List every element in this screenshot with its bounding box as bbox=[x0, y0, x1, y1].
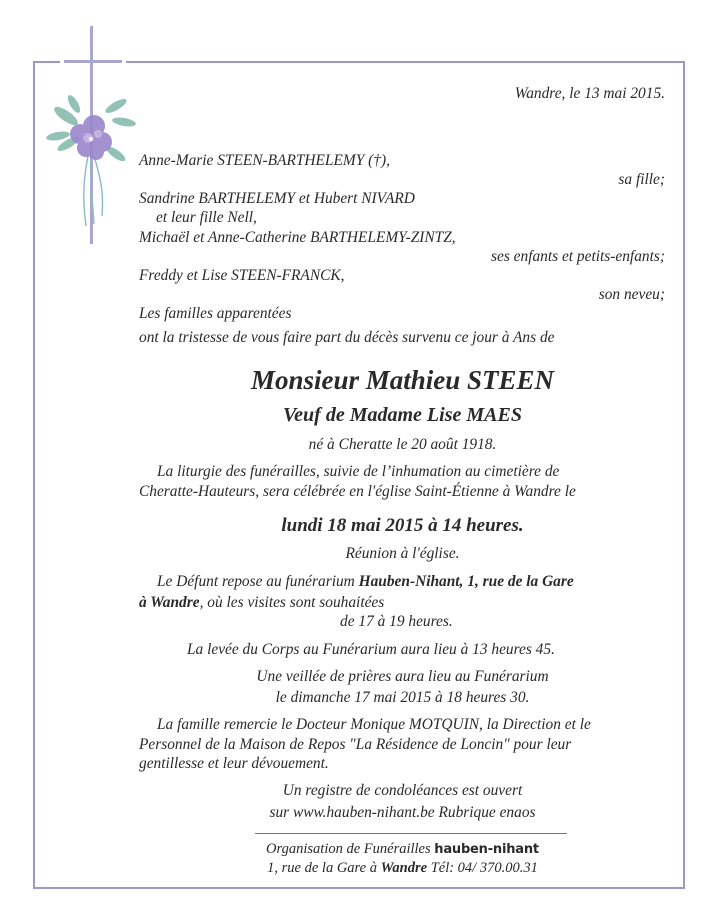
brand-logo: hauben-nihant bbox=[434, 842, 539, 857]
visitation-line-3: de 17 à 19 heures. bbox=[340, 613, 453, 630]
family-line-5: Freddy et Lise STEEN-FRANCK, bbox=[139, 267, 345, 284]
liturgy-line-1: La liturgie des funérailles, suivie de l’inhumation au cimetière de bbox=[157, 463, 560, 480]
registry-line-1: Un registre de condoléances est ouvert bbox=[282, 782, 523, 799]
birth-line: né à Cheratte le 20 août 1918. bbox=[308, 436, 497, 453]
family-line-3: et leur fille Nell, bbox=[156, 209, 257, 226]
visitation-line-2: à Wandre, où les visites sont souhaitées bbox=[139, 594, 385, 611]
cross-flower-icon bbox=[44, 26, 144, 256]
visitation-line-1: Le Défunt repose au funérarium Hauben-Nihant, 1, rue de la Gare bbox=[157, 573, 574, 590]
place-date: Wandre, le 13 mai 2015. bbox=[514, 85, 665, 102]
deceased-name: Monsieur Mathieu STEEN bbox=[250, 365, 555, 395]
footer-divider bbox=[255, 833, 567, 834]
footer-organisation: Organisation de Funérailles hauben-nihant bbox=[266, 841, 539, 857]
family-line-6: Les familles apparentées bbox=[139, 305, 292, 322]
vigil-line-2: le dimanche 17 mai 2015 à 18 heures 30. bbox=[275, 689, 530, 706]
levee-line: La levée du Corps au Funérarium aura lieu à 13 heures 45. bbox=[187, 641, 555, 658]
meeting-line: Réunion à l'église. bbox=[345, 545, 460, 562]
thanks-line-3: gentillesse et leur dévouement. bbox=[139, 755, 329, 772]
footer-address: 1, rue de la Gare à Wandre Tél: 04/ 370.00.31 bbox=[267, 860, 538, 876]
family-line-1: Anne-Marie STEEN-BARTHELEMY (†), bbox=[139, 152, 390, 169]
thanks-line-1: La famille remercie le Docteur Monique MOTQUIN, la Direction et le bbox=[157, 716, 591, 733]
family-line-7: ont la tristesse de vous faire part du décès survenu ce jour à Ans de bbox=[139, 329, 555, 346]
family-line-2: Sandrine BARTHELEMY et Hubert NIVARD bbox=[139, 190, 415, 207]
widower-line: Veuf de Madame Lise MAES bbox=[283, 404, 522, 426]
family-role-5: son neveu; bbox=[598, 286, 665, 303]
liturgy-line-2: Cheratte-Hauteurs, sera célébrée en l'église Saint-Étienne à Wandre le bbox=[139, 483, 576, 500]
thanks-line-2: Personnel de la Maison de Repos "La Résidence de Loncin" pour leur bbox=[139, 736, 572, 753]
family-line-4: Michaël et Anne-Catherine BARTHELEMY-ZINTZ, bbox=[139, 229, 456, 246]
family-role-4: ses enfants et petits-enfants; bbox=[491, 248, 665, 265]
family-role-1: sa fille; bbox=[618, 171, 665, 188]
registry-line-2: sur www.hauben-nihant.be Rubrique enaos bbox=[269, 804, 536, 821]
funeral-date: lundi 18 mai 2015 à 14 heures. bbox=[281, 515, 524, 536]
vigil-line-1: Une veillée de prières aura lieu au Funérarium bbox=[256, 668, 549, 685]
